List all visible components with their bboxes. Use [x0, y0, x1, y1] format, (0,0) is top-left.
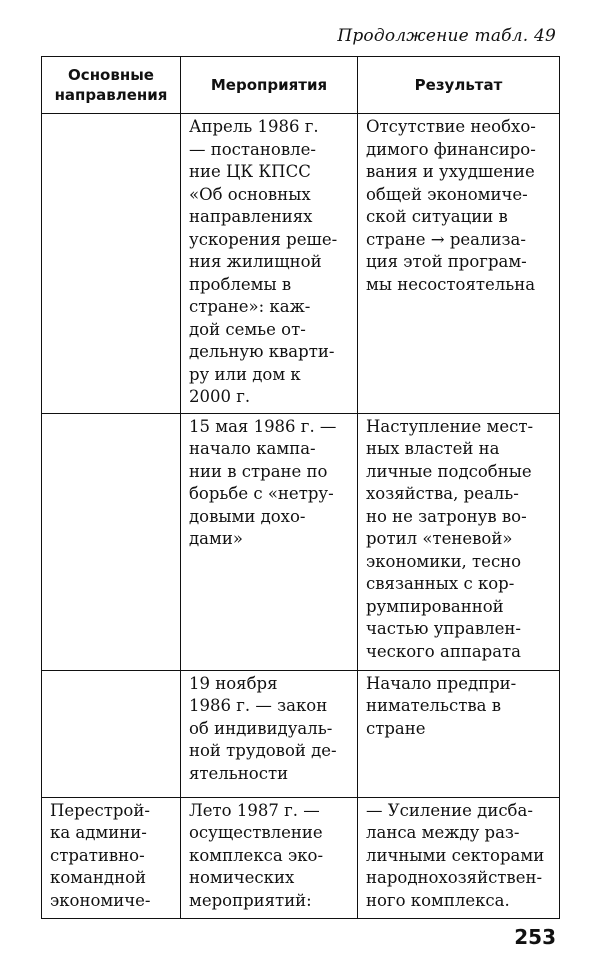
text-line: мы несостоятельна: [366, 274, 536, 294]
text-line: румпированной: [366, 596, 504, 616]
text-line: начало кампа-: [189, 439, 316, 458]
text-line: частью управлен-: [366, 619, 521, 638]
cell-direction: [42, 114, 181, 414]
table-continuation-caption: Продолжение табл. 49: [337, 26, 556, 46]
text-line: мероприятий:: [189, 890, 312, 910]
text-line: 2000 г.: [189, 387, 251, 406]
cell-measure: [181, 797, 358, 918]
text-line: общей экономиче-: [366, 184, 528, 204]
text-line: Лето 1987 г. —: [189, 800, 320, 820]
table-header-row: [42, 57, 560, 114]
text-line: об индивидуаль-: [189, 718, 333, 738]
header-measures: Мероприятия: [181, 57, 358, 114]
text-line: но не затронув во-: [366, 506, 527, 526]
text-line: стране: [366, 718, 426, 738]
text-line: дами»: [189, 529, 243, 548]
cell-result: [358, 413, 560, 670]
text-line: номических: [189, 868, 295, 887]
text-line: дой семье от-: [189, 319, 306, 339]
text-line: ния жилищной: [189, 252, 322, 271]
text-line: личными секторами: [366, 845, 545, 865]
text-line: личные подсобные: [366, 461, 532, 481]
cell-direction: [42, 670, 181, 797]
table-row: [42, 670, 560, 797]
cell-direction: [42, 797, 181, 918]
text-line: стране»: каж-: [189, 297, 311, 316]
text-line: ятельности: [189, 763, 289, 783]
header-results: Результат: [358, 57, 560, 114]
page-number: 253: [514, 925, 556, 949]
cell-measure: [181, 114, 358, 414]
cell-result: [358, 670, 560, 797]
table-row: [42, 797, 560, 918]
text-line: экономиче-: [50, 890, 151, 910]
text-line: 1986 г. — закон: [189, 696, 328, 715]
header-directions-line: направления: [54, 86, 168, 104]
text-line: — постановле-: [189, 139, 316, 159]
text-line: ка админи-: [50, 823, 147, 842]
text-line: Начало предпри-: [366, 673, 517, 693]
text-line: димого финансиро-: [366, 139, 536, 159]
cell-measure: [181, 670, 358, 797]
text-line: ние ЦК КПСС: [189, 162, 311, 181]
text-line: ру или дом к: [189, 364, 301, 384]
text-line: ускорения реше-: [189, 229, 338, 249]
text-line: комплекса эко-: [189, 845, 324, 865]
text-line: ной трудовой де-: [189, 741, 337, 760]
text-line: стране → реализа-: [366, 229, 526, 249]
text-line: ротил «теневой»: [366, 529, 513, 548]
text-line: ской ситуации в: [366, 207, 508, 226]
header-directions: [42, 57, 181, 114]
text-line: народнохозяйствен-: [366, 868, 543, 887]
text-line: экономики, тесно: [366, 551, 522, 571]
text-line: нии в стране по: [189, 461, 328, 481]
text-line: 15 мая 1986 г. —: [189, 416, 337, 436]
text-line: борьбе с «нетру-: [189, 484, 334, 503]
text-line: осуществление: [189, 823, 323, 842]
text-line: хозяйства, реаль-: [366, 484, 519, 503]
cell-result: [358, 114, 560, 414]
text-line: ческого аппарата: [366, 641, 522, 661]
text-line: командной: [50, 868, 147, 887]
events-table: [41, 56, 560, 919]
text-line: вания и ухудшение: [366, 162, 535, 181]
text-line: Перестрой-: [50, 800, 150, 820]
text-line: — Усиление дисба-: [366, 800, 533, 820]
table-row: [42, 413, 560, 670]
text-line: ланса между раз-: [366, 823, 520, 842]
cell-result: [358, 797, 560, 918]
cell-measure: [181, 413, 358, 670]
header-directions-line: Основные: [68, 66, 154, 84]
text-line: ция этой програм-: [366, 252, 527, 271]
text-line: нимательства в: [366, 696, 502, 715]
text-line: связанных с кор-: [366, 574, 515, 593]
text-line: направлениях: [189, 207, 313, 226]
table-row: [42, 114, 560, 414]
text-line: довыми дохо-: [189, 506, 306, 526]
text-line: Апрель 1986 г.: [189, 117, 319, 136]
text-line: проблемы в: [189, 274, 292, 294]
text-line: 19 ноября: [189, 673, 278, 693]
text-line: ных властей на: [366, 439, 500, 458]
text-line: ного комплекса.: [366, 890, 510, 910]
cell-direction: [42, 413, 181, 670]
text-line: стративно-: [50, 845, 145, 865]
text-line: «Об основных: [189, 184, 311, 204]
text-line: дельную кварти-: [189, 342, 335, 361]
text-line: Отсутствие необхо-: [366, 117, 536, 136]
text-line: Наступление мест-: [366, 416, 534, 436]
